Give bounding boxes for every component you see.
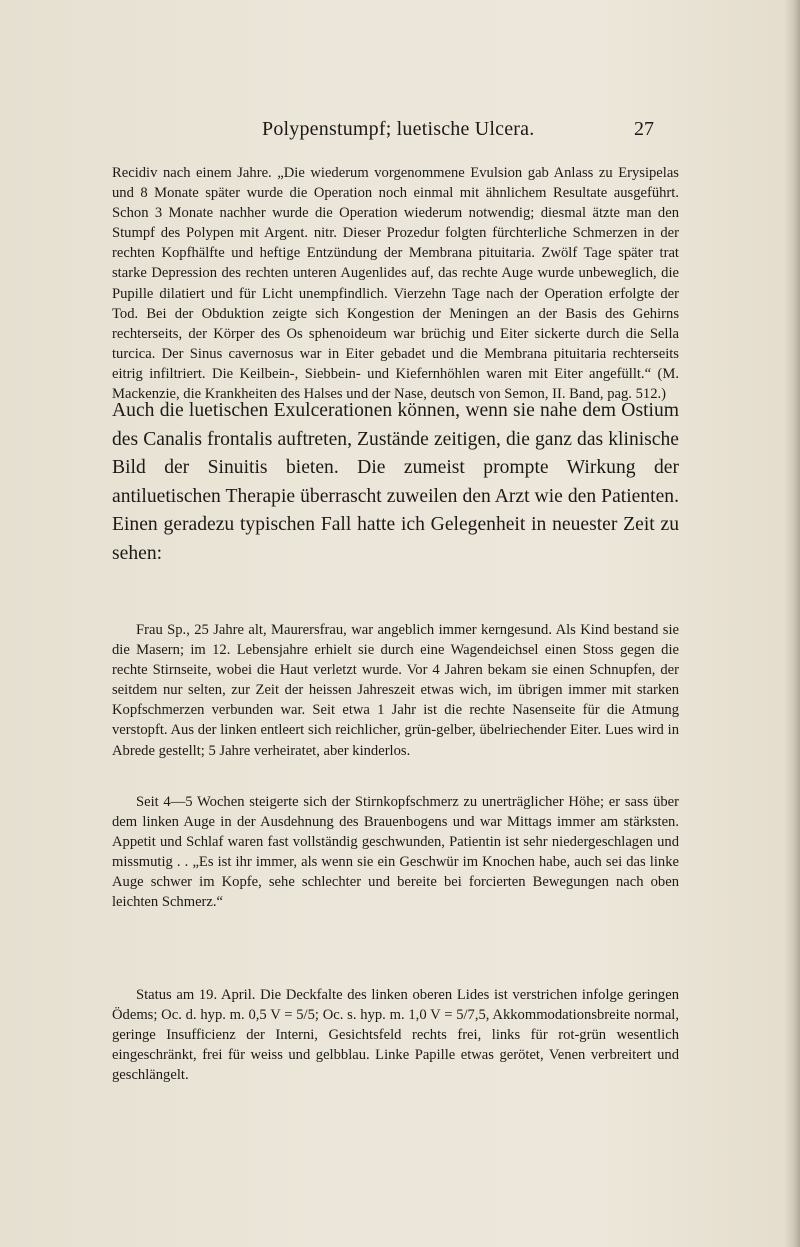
running-header-title: Polypenstumpf; luetische Ulcera. <box>262 118 535 140</box>
page-number: 27 <box>634 118 654 140</box>
symptoms-paragraph: Seit 4—5 Wochen steigerte sich der Stirnkopfschmerz zu unerträglicher Höhe; er sass über dem linken Auge in der Ausdehnung des Brauenbogens und war Mittags immer am stärksten. Appetit und Schlaf waren fast vollständig geschwunden, Patientin ist sehr niedergeschlagen und missmutig . . „Es ist ihr immer, als wenn sie ein Geschwür im Knochen habe, auch sei das linke Auge schwer im Kopfe, sehe schlechter und bereite bei forcierten Bewegungen nach oben leichten Schmerz.“ <box>112 794 679 911</box>
main-text-paragraph: Auch die luetischen Exulcerationen können, wenn sie nahe dem Ostium des Canalis frontalis auftreten, Zustände zeitigen, die ganz das klinische Bild der Sinuitis bieten. Die zumeist prompte Wirkung der antiluetischen Therapie überrascht zuweilen den Arzt wie den Patienten. Einen geradezu typischen Fall hatte ich Gelegenheit in neuester Zeit zu sehen: <box>112 400 679 564</box>
status-paragraph: Status am 19. April. Die Deckfalte des linken oberen Lides ist verstrichen infolge geringen Ödems; Oc. d. hyp. m. 0,5 V = 5/5; Oc. s. hyp. m. 1,0 V = 5/7,5, Akkommodationsbreite normal, geringe Insufficienz der Interni, Gesichtsfeld rechts frei, links für rot-grün wesentlich eingeschränkt, frei für weiss und gelbblau. Linke Papille etwas gerötet, Venen verbreitert und geschlängelt. <box>112 987 679 1084</box>
quoted-case-paragraph: Recidiv nach einem Jahre. „Die wiederum vorgenommene Evulsion gab Anlass zu Erysipelas und 8 Monate später wurde die Operation noch einmal mit ähnlichem Resultate ausgeführt. Schon 3 Monate nachher wurde die Operation wiederum notwendig; diesmal ätzte man den Stumpf des Polypen mit Argent. nitr. Dieser Prozedur folgten fürchterliche Schmerzen in der rechten Kopfhälfte und heftige Entzündung der Membrana pituitaria. Zwölf Tage später trat starke Depression des rechten unteren Augenlides auf, das rechte Auge wurde unbeweglich, die Pupille dilatiert und für Licht unempfindlich. Vierzehn Tage nach der Operation erfolgte der Tod. Bei der Obduktion zeigte sich Kongestion der Meningen an der Basis des Gehirns rechterseits, der Körper des Os sphenoideum war brüchig und Eiter sickerte durch die Sella turcica. Der Sinus cavernosus war in Eiter gebadet und die Membrana pituitaria rechterseits eitrig infiltriert. Die Keilbein-, Siebbein- und Kiefernhöhlen waren mit Eiter angefüllt.“ (M. Mackenzie, die Krankheiten des Halses und der Nase, deutsch von Semon, II. Band, pag. 512.) <box>112 165 679 403</box>
case-history-paragraph: Frau Sp., 25 Jahre alt, Maurersfrau, war angeblich immer kerngesund. Als Kind bestand sie die Masern; im 12. Lebensjahre erhielt sie durch eine Wagendeichsel einen Stoss gegen die rechte Stirnseite, wobei die Haut verletzt wurde. Vor 4 Jahren bekam sie einen Schnupfen, der seitdem nur selten, zur Zeit der heissen Jahreszeit etwas wich, im übrigen immer mit starken Kopfschmerzen verbunden war. Seit etwa 1 Jahr ist die rechte Nasenseite für die Atmung verstopft. Aus der linken entleert sich reichlicher, grün-gelber, übelriechender Eiter. Lues wird in Abrede gestellt; 5 Jahre verheiratet, aber kinderlos. <box>112 622 679 759</box>
page-edge-shadow <box>784 0 800 1247</box>
